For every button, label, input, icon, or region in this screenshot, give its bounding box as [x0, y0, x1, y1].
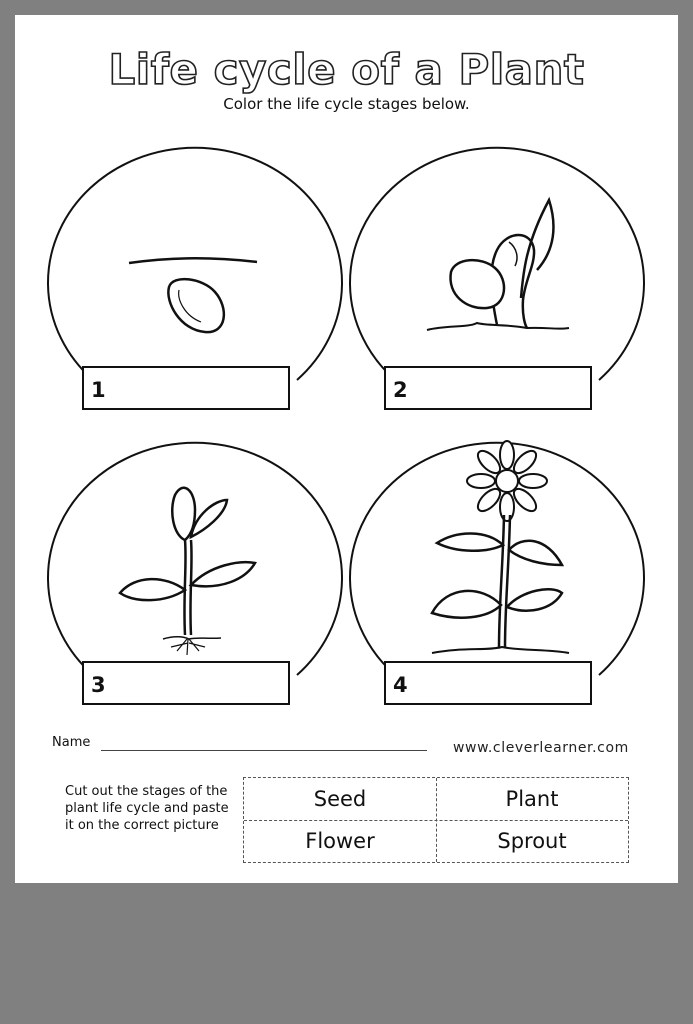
stage-globe-1 [45, 130, 345, 430]
cutout-word-sprout[interactable]: Sprout [497, 829, 567, 853]
stage-number-3: 3 [91, 673, 106, 697]
name-line[interactable] [101, 750, 427, 751]
sprout-icon [347, 130, 647, 430]
website-url: www.cleverlearner.com [453, 740, 629, 756]
stage-number-1: 1 [91, 378, 106, 402]
flower-plant-icon [347, 425, 647, 725]
name-label: Name [52, 735, 91, 750]
cutout-word-plant[interactable]: Plant [505, 787, 559, 811]
cutout-word-grid [243, 777, 629, 863]
page-title: Life cycle of a Plant [108, 45, 585, 94]
stage-globe-2 [347, 130, 647, 430]
cutout-word-flower[interactable]: Flower [305, 829, 375, 853]
cut-instructions: Cut out the stages of the plant life cycle and paste it on the correct picture [65, 784, 229, 833]
seed-icon [45, 130, 345, 430]
stage-number-2: 2 [393, 378, 408, 402]
worksheet-page [15, 15, 678, 883]
cutout-word-seed[interactable]: Seed [313, 787, 367, 811]
stage-globe-4 [347, 425, 647, 725]
seedling-icon [45, 425, 345, 725]
stage-number-4: 4 [393, 673, 408, 697]
page-subtitle: Color the life cycle stages below. [223, 95, 470, 113]
stage-globe-3 [45, 425, 345, 725]
